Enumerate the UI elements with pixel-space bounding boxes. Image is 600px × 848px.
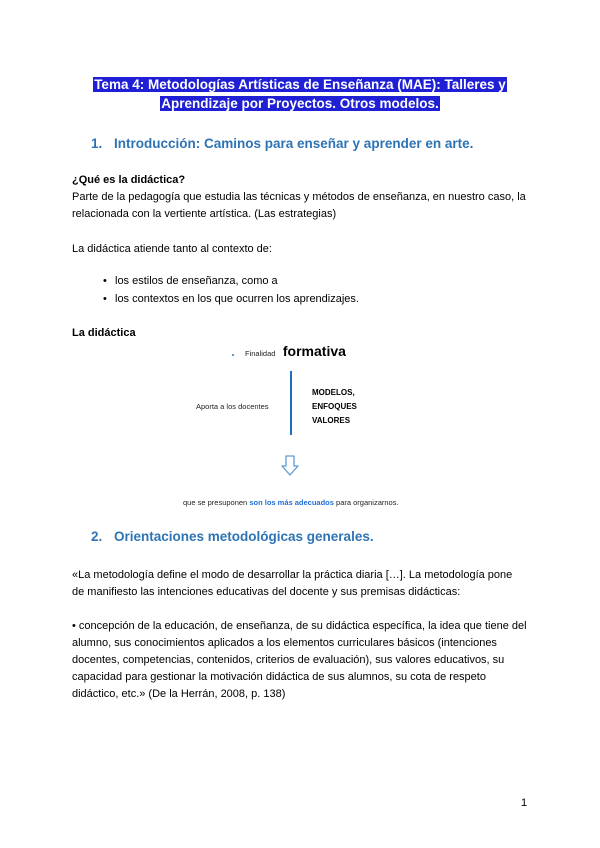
quote-bullet-line-2: alumno, sus conocimientos aplicados a los elementos curriculares básicos (intenciones [72,637,497,649]
bottom-text-before: que se presuponen [183,498,250,507]
section-1-heading [91,136,473,151]
diagram-divider-line [290,371,292,435]
context-bullet-2: • los contextos en los que ocurren los aprendizajes. [103,290,359,308]
diagram-item-valores: VALORES [312,416,351,425]
diagram-label: La didáctica [72,327,136,339]
context-bullet-1: • los estilos de enseñanza, como a [103,272,359,290]
quote-line-1: «La metodología define el modo de desarrollar la práctica diaria […]. La metodología pone [72,569,513,581]
quote-bullet-line-5: didáctico, etc.» (De la Herrán, 2008, p. 138) [72,688,286,700]
page-title [70,75,530,113]
diagram-finalidad [245,343,346,361]
quote-bullet-line-3: docentes, competencias, contenidos, criterios de evaluación), sus valores educativos, su [72,654,505,666]
definition-line-1: Parte de la pedagogía que estudia las técnicas y métodos de enseñanza, en nuestro caso, la [72,191,526,203]
context-intro: La didáctica atiende tanto al contexto de: [72,243,272,255]
section-1-title: Introducción: Caminos para enseñar y aprender en arte. [114,136,474,151]
section-2-number: 2. [91,529,103,544]
section-1-number: 1. [91,136,103,151]
diagram-item-enfoques: ENFOQUES [312,402,357,411]
arrow-down-icon [281,455,299,477]
diagram-bullet-dot [232,354,234,356]
section-2-heading [91,529,374,544]
quote-bullet-line-4: capacidad para gestionar la motivación didáctica de sus alumnos, su cota de respeto [72,671,486,683]
section-2-title: Orientaciones metodológicas generales. [114,529,374,544]
bottom-text-highlight: son los más adecuados [249,498,334,507]
context-bullet-list [103,272,359,308]
page-number: 1 [521,797,528,809]
diagram-aporta: Aporta a los docentes [196,402,269,411]
title-text: Tema 4: Metodologías Artísticas de Enseñanza (MAE): Talleres y Aprendizaje por Proyectos. Otros modelos. [94,77,506,111]
quote-line-2: de manifiesto las intenciones educativas del docente y sus premisas didácticas: [72,586,461,598]
diagram-item-modelos: MODELOS, [312,388,355,397]
definition-line-2: relacionada con la vertiente artística. (Las estrategias) [72,208,337,220]
finalidad-big-text: formativa [282,343,346,359]
diagram-items [312,386,357,428]
finalidad-small-text: Finalidad [245,349,276,358]
bottom-text-after: para organizarnos. [333,498,399,507]
diagram-bottom-text [183,498,399,507]
quote-bullet-line-1: • concepción de la educación, de enseñanza, de su didáctica específica, la idea que tiene del [72,620,527,632]
didactica-question: ¿Qué es la didáctica? [72,174,186,186]
